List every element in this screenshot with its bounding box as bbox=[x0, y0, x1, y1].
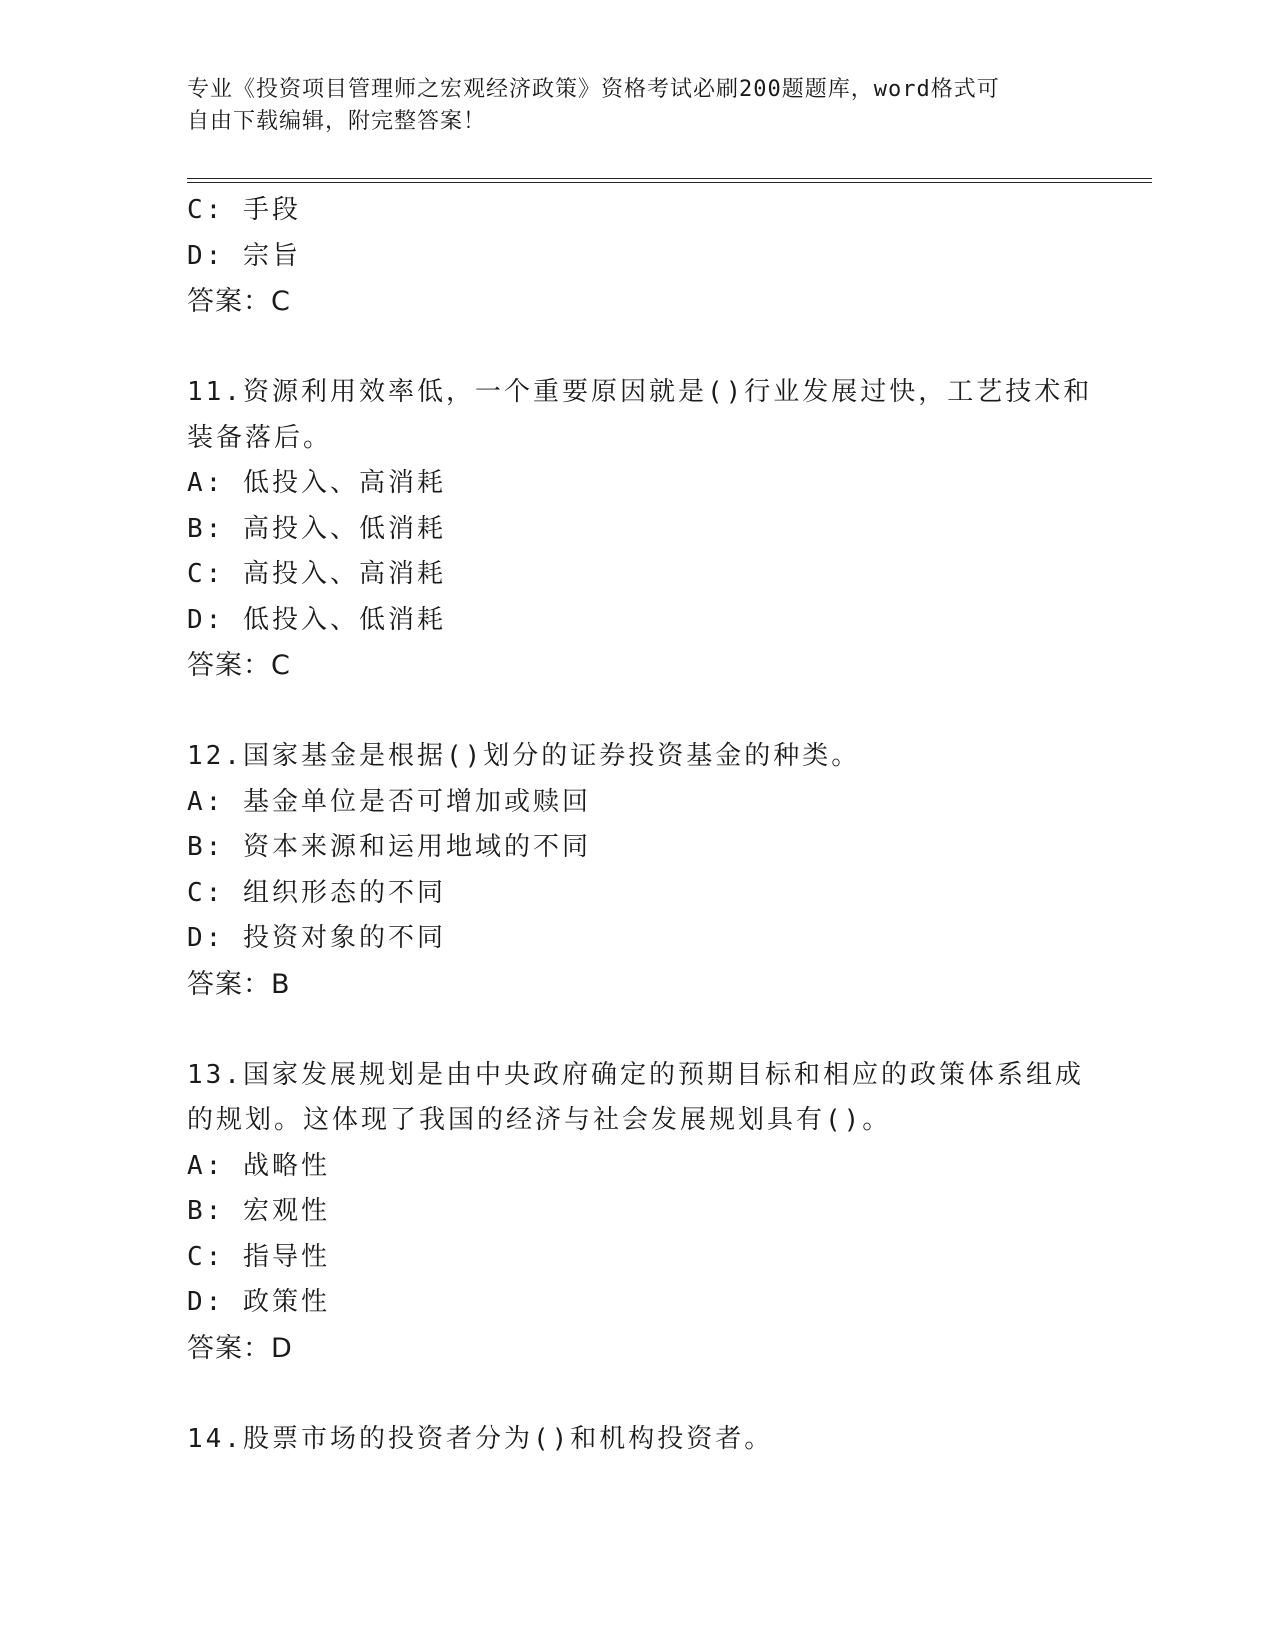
option-c: C: 组织形态的不同 bbox=[187, 877, 446, 908]
option-b: B: 宏观性 bbox=[187, 1196, 330, 1226]
question-list bbox=[187, 188, 1093, 1462]
question-stem: 13.国家发展规划是由中央政府确定的预期目标和相应的政策体系组成 bbox=[187, 1059, 1084, 1090]
option-d: D: 投资对象的不同 bbox=[187, 923, 446, 953]
question-14 bbox=[187, 1417, 1087, 1463]
option-a: A: 基金单位是否可增加或赎回 bbox=[187, 786, 591, 817]
question-13 bbox=[187, 1053, 1087, 1372]
option-c: C: 高投入、高消耗 bbox=[187, 559, 446, 589]
header-title-line-1: 专业《投资项目管理师之宏观经济政策》资格考试必刷200题题库，word格式可 bbox=[187, 77, 1000, 102]
answer-line: 答案：C bbox=[187, 650, 291, 681]
question-stem: 14.股票市场的投资者分为()和机构投资者。 bbox=[187, 1423, 774, 1454]
option-d: D: 政策性 bbox=[187, 1287, 330, 1317]
option-b: B: 高投入、低消耗 bbox=[187, 513, 446, 544]
answer-line: 答案：B bbox=[187, 968, 291, 1000]
header-divider-top bbox=[187, 178, 1152, 179]
option-d: D: 低投入、低消耗 bbox=[187, 604, 446, 635]
header-divider-bottom bbox=[187, 182, 1152, 183]
option-b: B: 资本来源和运用地域的不同 bbox=[187, 832, 591, 862]
question-stem: 12.国家基金是根据()划分的证券投资基金的种类。 bbox=[187, 741, 861, 771]
spacer bbox=[187, 1371, 1087, 1417]
spacer bbox=[187, 325, 1087, 371]
option-c: C: 指导性 bbox=[187, 1241, 330, 1272]
page-header bbox=[187, 74, 1067, 138]
spacer bbox=[187, 1007, 1087, 1053]
option-c: C: 手段 bbox=[187, 195, 301, 225]
question-stem-continued: 装备落后。 bbox=[187, 422, 333, 453]
spacer bbox=[187, 689, 1087, 735]
option-d: D: 宗旨 bbox=[187, 240, 301, 271]
answer-line: 答案：C bbox=[187, 286, 291, 317]
header-title-line-2: 自由下载编辑，附完整答案！ bbox=[187, 109, 487, 134]
answer-line: 答案：D bbox=[187, 1332, 293, 1364]
option-a: A: 低投入、高消耗 bbox=[187, 468, 446, 498]
question-stem-continued: 的规划。这体现了我国的经济与社会发展规划具有()。 bbox=[187, 1105, 892, 1135]
option-a: A: 战略性 bbox=[187, 1150, 330, 1181]
question-stem: 11.资源利用效率低，一个重要原因就是()行业发展过快，工艺技术和 bbox=[187, 377, 1093, 407]
question-11 bbox=[187, 370, 1093, 689]
question-12 bbox=[187, 734, 1087, 1007]
